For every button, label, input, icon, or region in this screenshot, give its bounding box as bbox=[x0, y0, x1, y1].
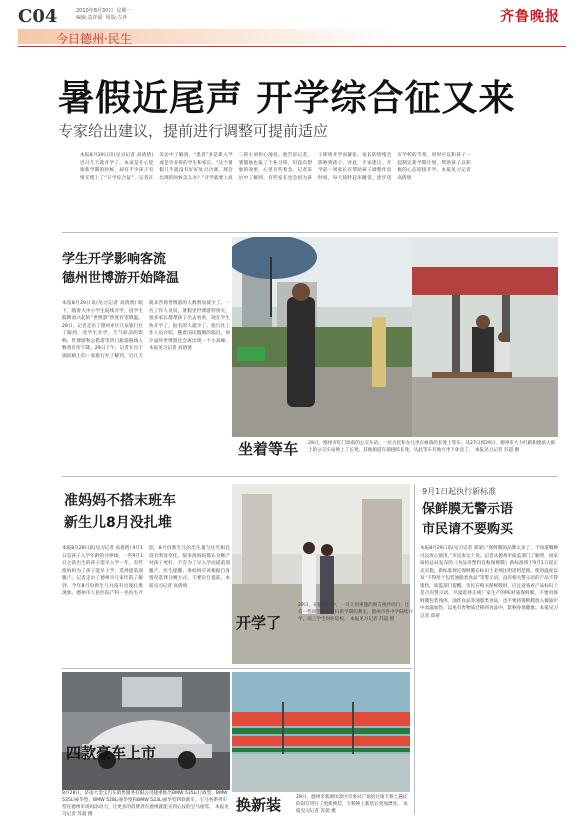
car-photo-art bbox=[62, 672, 230, 790]
photo4-caption: 29日，德州市新湖风景区市委对广场的过街天桥上悬挂的彩灯进行了更新换装，天桥换上新装后更加漂亮。 本报见习记者 苏超 摄 bbox=[296, 795, 408, 814]
photo1-title: 坐着等车 bbox=[238, 440, 299, 458]
newspaper-logo: 齐鲁晚报 bbox=[500, 9, 560, 25]
page-header bbox=[18, 6, 566, 60]
bus-stop-photo-art bbox=[232, 237, 412, 437]
photo4-title: 换新装 bbox=[236, 796, 282, 814]
photo1-caption: 29日，德州市红门场南的公交车站，一位古民和女儿坐在树荫的长凳上等车。从27日到29日，德州市大力红路和德滨大街上的公交车站换上了长凳，其他街道在销租晾长凳，从此等车有地方坐下休息了。 本报见习记者 苏超 摄 bbox=[308, 441, 556, 453]
lead-body: 本报8月29日讯(见习记者 高倩倩) 近日几天就开学了，本该是开心迎接新学期的时候，却有不少孩子有情无绪上了“开学综合征”。记者在采访中了解到，“患者”多是新入学或是毕业班的学生和家长。“这个暑假几乎就没有好好复习功课，那会出现的时候怎么办？”开学就要上高三的小刘担心地说。他告诉记者，暑假他也报了个补习班，但没有想象的效果，心里有些着急。记者采访中了解到，有些家长也会因为孩子即将开学而紧张，家长的情绪会影响到孩子。对此，专家建议，开学前一周家长应帮助孩子调整作息时间，每天按时起床睡觉，逐步适应学校的节奏，同时可以和孩子一起制定新学期计划，帮助孩子以积极的心态迎接开学。本报见习记者 高倩倩 bbox=[80, 153, 471, 181]
story4-title-line: 保鲜膜无警示语 bbox=[422, 502, 514, 517]
lead-headline: 暑假近尾声 开学综合征又来 bbox=[58, 78, 516, 119]
story3-body: 本报8月29日讯(见习记者 高倩倩) 9月1日是孩子入学年龄的分界线，一些9月1日之前出生的孩子能早入学一年，有些准妈妈为了孩子能早上学，选择提前剖腹产。记者走访了德州市几家医院了解到，今年8月份新生儿并没有出现扎堆现象。德州市人民医院产科一名医生介绍，8月份新生儿的出生量与往年相比没有明显变化，很多准妈妈都认为顺产对孩子更好，不会为了早入学而提前剖腹产。医生提醒，准妈妈应该根据自身情况选择分娩方式，不要盲目提前。本报见习记者 高倩倩 bbox=[62, 546, 230, 596]
photo3-title: 四款豪车上市 bbox=[66, 744, 157, 762]
photo2-caption: 29日，在德州二中，一对久别重逢的朋友挽伴而行，还有一些同学正在打扫新学期的教室。德州市各中学陆续开学，高三学生纷纷返校。 本报见习记者 苏超 摄 bbox=[298, 603, 413, 622]
column-rule bbox=[414, 484, 415, 814]
divider bbox=[62, 668, 412, 669]
story3-title-line: 准妈妈不搭末班车 bbox=[64, 493, 176, 509]
story2-title-line: 德州世博游开始降温 bbox=[62, 271, 180, 286]
story4-tag: 9月1日起执行新标准 bbox=[422, 487, 497, 496]
story3-title bbox=[64, 490, 176, 534]
divider bbox=[62, 232, 558, 233]
header-rule bbox=[18, 46, 566, 47]
page-number: C04 bbox=[18, 6, 58, 27]
bus-stop-photo bbox=[232, 237, 412, 437]
photo3-caption: 8月28日，济南大金宝汽车销售服务有限公司隆重推出BMW 535Li行政型、BMW 535Li豪华型、BMW 528Li豪华型和BMW 523Li豪华型四款新车，宝马各系列车型在德州市场再添动力，让更多的消费者在德州就能买到心仪的宝马座驾。 本报见习记者 苏超 摄 bbox=[62, 791, 229, 817]
photo2-title: 开学了 bbox=[236, 614, 282, 632]
bridge-photo bbox=[232, 672, 410, 792]
story4-title-line: 市民请不要购买 bbox=[422, 522, 514, 537]
issue-meta: 2010年8月30日 星期一 编辑:袁祥福 组版:左萍 bbox=[76, 8, 132, 21]
bridge-photo-art bbox=[232, 672, 410, 792]
bench-scene-art bbox=[412, 237, 558, 437]
story3-title-line: 新生儿8月没扎堆 bbox=[64, 515, 172, 531]
story2-title bbox=[62, 250, 179, 288]
lead-subhead: 专家给出建议，提前进行调整可提前适应 bbox=[58, 122, 329, 140]
story2-title-line: 学生开学影响客流 bbox=[62, 252, 167, 267]
story2-body: 本报8月29日讯(见习记者 高倩倩) 眼下，随着大中小学生陆续开学，因学生假期而兴起的“世博游”热度有望降温。29日，记者走访了德州市区几家旅行社了解到，受学生开学，天气转凉的影响，世博游和总搭游等热门旅游路线人数将有所下降。29日下午，记者在位于湖滨路上的一家旅行社了解到，近几天就来咨询世博游的人数明显减少了。一名工作人员说，暑假里世博游特别火，很多家长都带孩子出去看看，现在学生快开学了，报名的人就少了。旅行社工作人员介绍，随着国庆假期的临近，预计届时世博游还会再出现一个小高峰。本报见习记者 高倩倩 bbox=[62, 301, 230, 359]
section-name: 今日德州·民生 bbox=[56, 32, 132, 46]
story4-title bbox=[422, 500, 513, 540]
story4-body: 本报8月29日讯(见习记者 郑蒙) “保鲜膜的品牌太多了，不知道哪种可以放心使用。”市民张女士说。记者从德州市质监部门了解到，国家质检总局发布的《食品用塑料自粘保鲜膜》新标准将于9月1日起正式实施，新标准规定保鲜膜在标识上必须注明适用范围、使用温度以及“不得用于包装油脂类食品”等警示语，没有相关警示语的产品不得销售。质监部门提醒，市民在购买保鲜膜时，应注意查看产品标识上是否有警示语，尽量选择正规厂家生产的PE材质保鲜膜，不要用保鲜膜包装熟肉、油炸食品等油脂类食品，也不要将保鲜膜放入微波炉中高温加热，以免有害物质迁移到食品中，影响身体健康。本报见习记者 郑蒙 bbox=[420, 546, 558, 619]
car-photo bbox=[62, 672, 230, 790]
divider bbox=[62, 476, 558, 477]
bus-stop-photo-right bbox=[412, 237, 558, 437]
